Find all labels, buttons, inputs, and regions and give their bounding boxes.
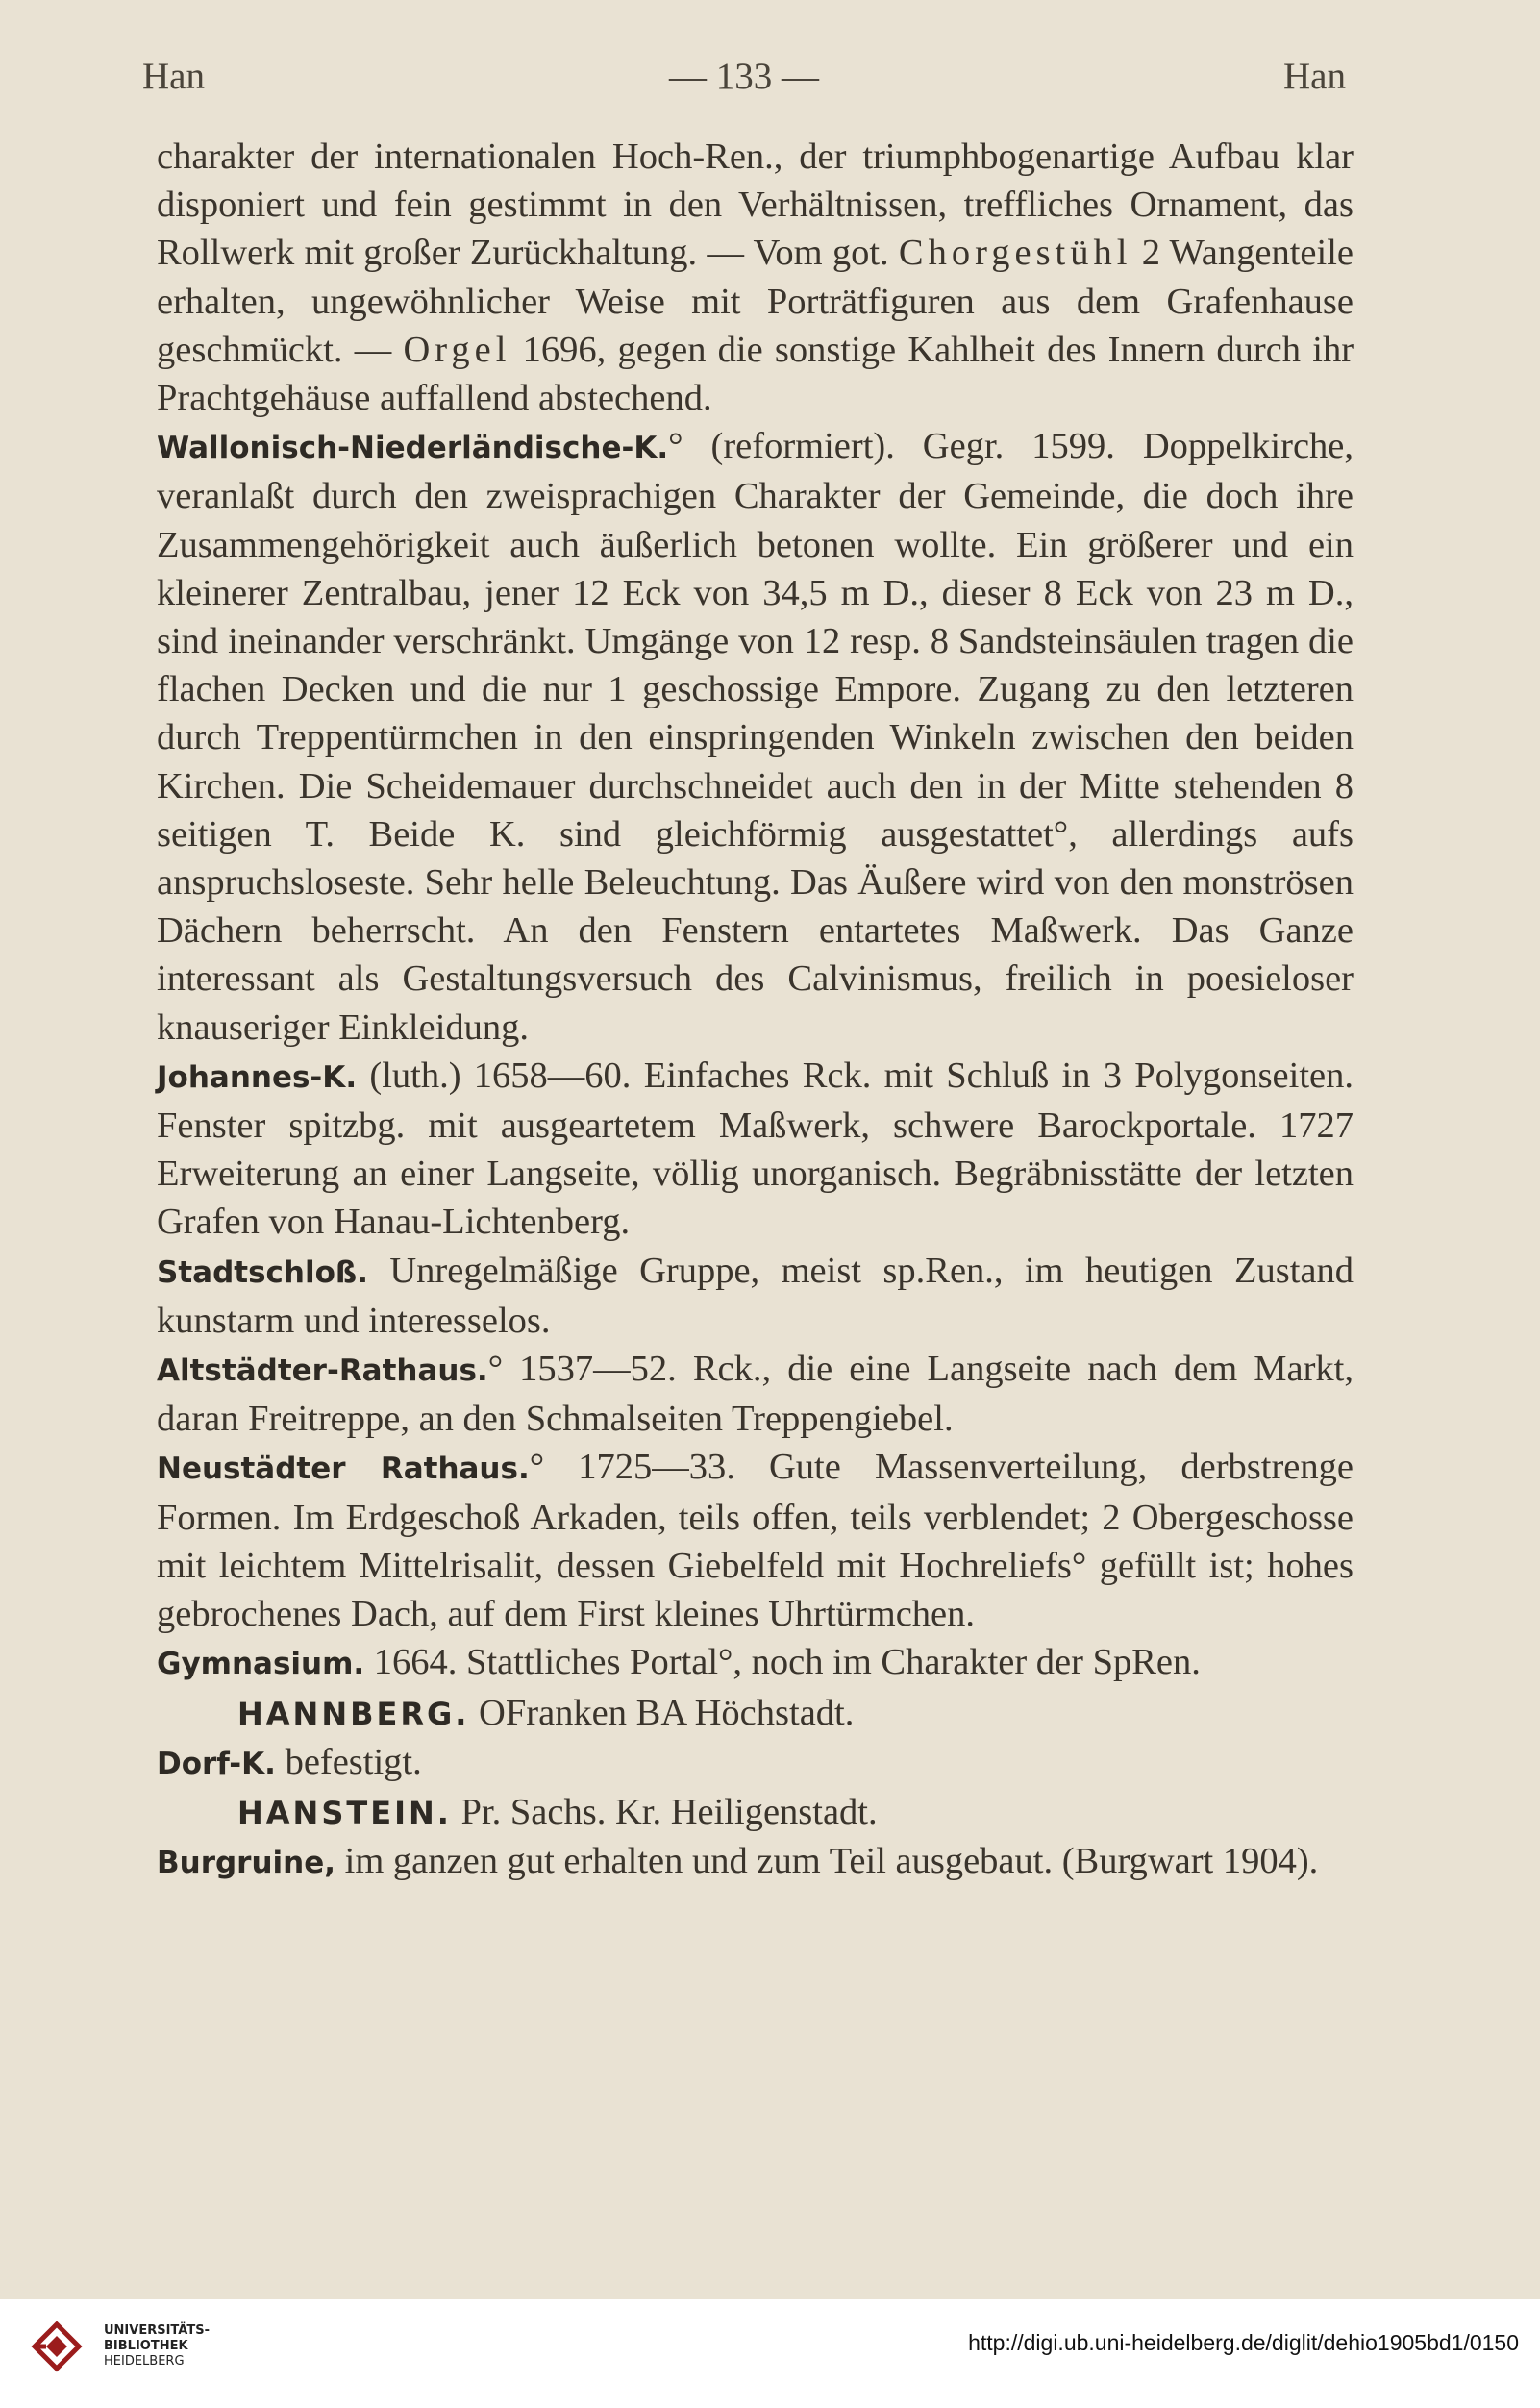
entry-heading: Stadtschloß. [157,1254,368,1290]
intro-line-4-post: 2 Wangenteile erhalten, ungewöhnlicher [157,233,1354,322]
entry-wallonisch [157,422,1354,1052]
intro-line-7: Prachtgehäuse auffallend abstechend. [157,378,712,419]
place-name: HANNBERG. [237,1695,470,1732]
spaced-term-chorgestuehl: Chorgestühl [898,233,1132,274]
intro-line-1: charakter der internationalen Hoch-Ren., der triumphbogenartige [157,137,1155,177]
intro-line-4-pre: Vom got. [753,233,899,274]
entry-mark: ° [487,1349,504,1390]
intro-paragraph [157,133,1354,422]
logo-line-3: HEIDELBERG [104,2354,185,2369]
entry-heading: Altstädter-Rathaus. [157,1353,488,1389]
page-number: — 133 — [669,56,819,97]
entry-text: (luth.) 1658—60. Einfaches Rck. mit Schluß in 3 Polygonseiten. Fenster spitzbg. mit ausgeartetem Maßwerk, schwere Barockportale. 1727 Erweiterung an einer Langseite, völlig unorganisch. Begräbnisstätte der letzten Grafen von Hanau-Lichtenberg. [157,1055,1354,1243]
header-left-word: Han [142,56,205,97]
entry-stadtschloss [157,1247,1354,1345]
place-hanstein [157,1788,1354,1837]
logo-line-2: BIBLIOTHEK [104,2339,188,2353]
entry-dorf-k [157,1738,1354,1788]
entry-text: 1537—52. Rck., die eine Langseite nach dem Markt, daran Freitreppe, an den Schmalseiten Treppengiebel. [157,1349,1354,1440]
entry-text: 1725—33. Gute Massenverteilung, derbstrenge Formen. Im Erdgeschoß Arkaden, teils offen, teils verblendet; 2 Obergeschosse mit leichtem Mittelrisalit, dessen Giebelfeld mit Hochreliefs° gefüllt ist; hohes gebrochenes Dach, auf dem First kleines Uhrtürmchen. [157,1447,1354,1635]
entry-text: im ganzen gut erhalten und zum Teil ausgebaut. (Burgwart 1904). [335,1841,1319,1882]
entry-burgruine [157,1837,1354,1887]
entry-heading: Burgruine, [157,1846,336,1881]
entry-heading: Johannes-K. [157,1059,358,1095]
place-hannberg [157,1689,1354,1738]
entry-johannes [157,1052,1354,1247]
library-logo [31,2321,210,2372]
logo-line-1: UNIVERSITÄTS- [104,2323,210,2338]
entry-heading: Wallonisch-Niederländische-K. [157,431,669,466]
library-emblem-icon [31,2321,83,2372]
entry-text: 1664. Stattliches Portal°, noch im Charakter der SpRen. [364,1642,1201,1683]
entry-heading: Neustädter Rathaus. [157,1452,530,1487]
page-body [157,133,1354,1887]
place-name: HANSTEIN. [237,1794,452,1831]
entry-altstaedter-rathaus [157,1345,1354,1443]
entry-text: Unregelmäßige Gruppe, meist sp.Ren., im heutigen Zustand kunstarm und interesselos. [157,1250,1354,1341]
digitization-footer [0,2299,1540,2408]
entry-mark: ° [668,426,683,467]
library-name [104,2323,210,2370]
header-right-word: Han [1283,56,1346,97]
entry-text: (reformiert). Gegr. 1599. Doppelkirche, veranlaßt durch den zweisprachigen Charakter der Gemeinde, die doch ihre Zusammengehörigkeit auch äußerlich betonen wollte. Ein größerer und ein kleinerer Zentralbau, jener 12 Eck von 34,5 m D., dieser 8 Eck von 23 m D., sind ineinander verschränkt. Umgänge von 12 resp. 8 Sandsteinsäulen tragen die flachen Decken und die nur 1 geschossige Empore. Zugang zu den letzteren durch Treppentürmchen in den einspringenden Winkeln zwischen den beiden Kirchen. Die Scheidemauer durchschneidet auch den in der Mitte stehenden 8 seitigen T. Beide K. sind gleichförmig ausgestattet°, allerdings aufs anspruchsloseste. Sehr helle Beleuchtung. Das Äußere wird von den monströsen Dächern beherrscht. An den Fenstern entartetes Maßwerk. Das Ganze interessant als Gestaltungsversuch des Calvinismus, freilich in poesieloser knauseriger Einkleidung. [157,426,1354,1048]
entry-neustaedter-rathaus [157,1443,1354,1638]
entry-heading: Gymnasium. [157,1647,365,1682]
entry-mark: ° [529,1447,545,1488]
intro-line-6-post: 1696, gegen die sonstige Kahlheit des Innern durch ihr [510,329,1354,370]
intro-line-5: Weise mit Porträtfiguren aus dem Grafenhause geschmückt. — [157,281,1354,370]
source-url-link[interactable]: http://digi.ub.uni-heidelberg.de/diglit/dehio1905bd1/0150 [968,2330,1519,2355]
place-location: OFranken BA Höchstadt. [469,1692,855,1733]
entry-heading: Dorf-K. [157,1746,276,1781]
intro-line-2: Aufbau klar disponiert und fein gestimmt in den Verhältnissen, [157,137,1354,226]
intro-line-3: treffliches Ornament, das Rollwerk mit großer Zurückhaltung. — [157,185,1354,274]
entry-gymnasium [157,1638,1354,1688]
place-location: Pr. Sachs. Kr. Heiligenstadt. [451,1791,878,1832]
entry-text: befestigt. [275,1741,422,1782]
spaced-term-orgel: Orgel [403,329,511,370]
